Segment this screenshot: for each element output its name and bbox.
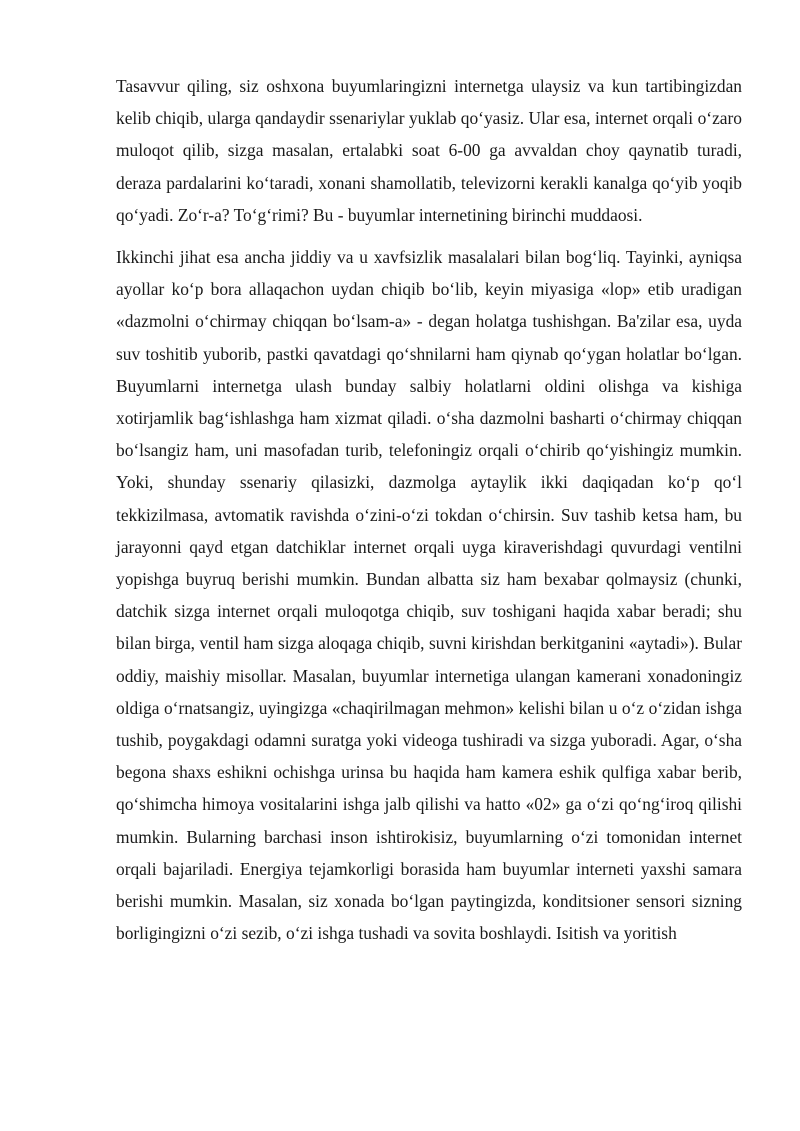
document-page [116,70,742,949]
paragraph-intro: Tasavvur qiling, siz oshxona buyumlaringizni internetga ulaysiz va kun tartibingizdan kelib chiqib, ularga qandaydir ssenariylar yuklab qo‘yasiz. Ular esa, internet orqali o‘zaro muloqot qilib, sizga masalan, ertalabki soat 6-00 ga avvaldan choy qaynatib turadi, deraza pardalarini ko‘taradi, xonani shamollatib, televizorni kerakli kanalga qo‘yib yoqib qo‘yadi. Zo‘r-a? To‘g‘rimi? Bu - buyumlar internetining birinchi muddaosi. [116,76,742,225]
paragraph-security: Ikkinchi jihat esa ancha jiddiy va u xavfsizlik masalalari bilan bog‘liq. Tayinki, ayniqsa ayollar ko‘p bora allaqachon uydan chiqib bo‘lib, keyin miyasiga «lop» etib uradigan «dazmolni o‘chirmay chiqqan bo‘lsam-a» - degan holatga tushishgan. Ba'zilar esa, uyda suv toshitib yuborib, pastki qavatdagi qo‘shnilarni ham qiynab qo‘ygan holatlar bo‘lgan. Buyumlarni internetga ulash bunday salbiy holatlarni oldini olishga va kishiga xotirjamlik bag‘ishlashga ham xizmat qiladi. o‘sha dazmolni basharti o‘chirmay chiqqan bo‘lsangiz ham, uni masofadan turib, telefoningiz orqali o‘chirib qo‘yishingiz mumkin. Yoki, shunday ssenariy qilasizki, dazmolga aytaylik ikki daqiqadan ko‘p qo‘l tekkizilmasa, avtomatik ravishda o‘zini-o‘zi tokdan o‘chirsin. Suv tashib ketsa ham, bu jarayonni qayd etgan datchiklar internet orqali uyga kiraverishdagi quvurdagi ventilni yopishga buyruq berishi mumkin. Bundan albatta siz ham bexabar qolmaysiz (chunki, datchik sizga internet orqali muloqotga chiqib, suv toshigani haqida xabar beradi; shu bilan birga, ventil ham sizga aloqaga chiqib, suvni kirishdan berkitganini «aytadi»). Bular oddiy, maishiy misollar. Masalan, buyumlar internetiga ulangan kamerani xonadoningiz oldiga o‘rnatsangiz, uyingizga «chaqirilmagan mehmon» kelishi bilan u o‘z o‘zidan ishga tushib, poygakdagi odamni suratga yoki videoga tushiradi va sizga yuboradi. Agar, o‘sha begona shaxs eshikni ochishga urinsa bu haqida ham kamera eshik qulfiga xabar berib, qo‘shimcha himoya vositalarini ishga jalb qilishi va hatto «02» ga o‘zi qo‘ng‘iroq qilishi mumkin. Bularning barchasi inson ishtirokisiz, buyumlarning o‘zi tomonidan internet orqali bajariladi. Energiya tejamkorligi borasida ham buyumlar interneti yaxshi samara berishi mumkin. Masalan, siz xonada bo‘lgan paytingizda, konditsioner sensori sizning borligingizni o‘zi sezib, o‘zi ishga tushadi va sovita boshlaydi. Isitish va yoritish [116,247,742,944]
